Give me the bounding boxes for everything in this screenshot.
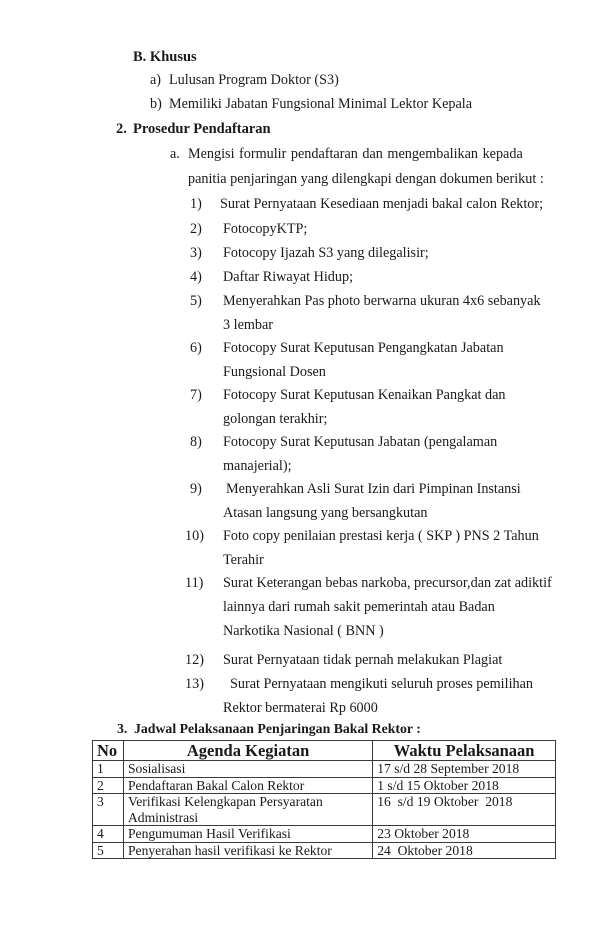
document-item-text: Surat Pernyataan mengikuti seluruh proses pemilihan: [230, 676, 533, 692]
list-marker: b): [150, 96, 162, 112]
section-number: 2.: [116, 121, 127, 137]
document-item-text: Menyerahkan Asli Surat Izin dari Pimpinan Instansi: [226, 481, 521, 497]
document-item-text: FotocopyKTP;: [223, 221, 308, 237]
document-item-text: Fotocopy Surat Keputusan Pengangkatan Jabatan: [223, 340, 504, 356]
section-2-heading: Prosedur Pendaftaran: [133, 121, 271, 137]
requirement-item: Memiliki Jabatan Fungsional Minimal Lektor Kepala: [169, 96, 473, 112]
procedure-intro-line: Mengisi formulir pendaftaran dan mengembalikan kepada: [188, 146, 523, 162]
document-number: 13): [185, 676, 204, 692]
document-item-continuation: lainnya dari rumah sakit pemerintah atau Badan: [223, 599, 495, 615]
list-marker: a): [150, 72, 162, 88]
document-item-text: Daftar Riwayat Hidup;: [223, 269, 354, 285]
document-item-continuation: Rektor bermaterai Rp 6000: [223, 700, 378, 716]
document-item-text: Surat Pernyataan Kesediaan menjadi bakal calon Rektor;: [220, 196, 544, 212]
document-number: 6): [190, 340, 202, 356]
table-row: [93, 842, 556, 859]
list-marker: a.: [170, 146, 180, 162]
cell-waktu: 17 s/d 28 September 2018: [373, 761, 556, 778]
cell-agenda: Sosialisasi: [123, 761, 372, 778]
cell-no: 2: [93, 777, 124, 794]
document-number: 9): [190, 481, 202, 497]
cell-no: 5: [93, 842, 124, 859]
document-item-continuation: manajerial);: [223, 458, 292, 474]
document-number: 11): [185, 575, 204, 591]
column-header-agenda: Agenda Kegiatan: [123, 741, 372, 761]
cell-agenda: Penyerahan hasil verifikasi ke Rektor: [123, 842, 372, 859]
document-number: 2): [190, 221, 202, 237]
cell-no: 4: [93, 826, 124, 843]
document-item-continuation: golongan terakhir;: [223, 411, 328, 427]
table-row: [93, 777, 556, 794]
section-3-heading: Jadwal Pelaksanaan Penjaringan Bakal Rektor :: [134, 721, 421, 736]
procedure-intro-line: panitia penjaringan yang dilengkapi dengan dokumen berikut :: [188, 171, 544, 187]
table-row: [93, 794, 556, 826]
cell-agenda: Pendaftaran Bakal Calon Rektor: [123, 777, 372, 794]
cell-waktu: 24 Oktober 2018: [373, 842, 556, 859]
document-number: 3): [190, 245, 202, 261]
document-item-continuation: Fungsional Dosen: [223, 364, 326, 380]
document-number: 1): [190, 196, 202, 212]
document-item-text: Surat Pernyataan tidak pernah melakukan Plagiat: [223, 652, 503, 668]
document-item-text: Fotocopy Surat Keputusan Jabatan (pengalaman: [223, 434, 498, 450]
cell-agenda: Verifikasi Kelengkapan Persyaratan Administrasi: [123, 794, 372, 826]
document-number: 10): [185, 528, 204, 544]
section-number: 3.: [117, 721, 128, 736]
document-number: 4): [190, 269, 202, 285]
document-number: 12): [185, 652, 204, 668]
document-item-text: Fotocopy Ijazah S3 yang dilegalisir;: [223, 245, 429, 261]
document-item-text: Foto copy penilaian prestasi kerja ( SKP ) PNS 2 Tahun: [223, 528, 539, 544]
cell-agenda: Pengumuman Hasil Verifikasi: [123, 826, 372, 843]
schedule-table: [92, 740, 556, 859]
table-row: [93, 826, 556, 843]
document-item-continuation: Atasan langsung yang bersangkutan: [223, 505, 428, 521]
document-number: 7): [190, 387, 202, 403]
cell-no: 3: [93, 794, 124, 826]
table-row: [93, 761, 556, 778]
column-header-no: No: [93, 741, 124, 761]
requirement-item: Lulusan Program Doktor (S3): [169, 72, 339, 88]
column-header-waktu: Waktu Pelaksanaan: [373, 741, 556, 761]
document-item-text: Fotocopy Surat Keputusan Kenaikan Pangkat dan: [223, 387, 506, 403]
document-item-continuation: Narkotika Nasional ( BNN ): [223, 623, 384, 639]
cell-waktu: 1 s/d 15 Oktober 2018: [373, 777, 556, 794]
section-b-heading: B. Khusus: [133, 49, 197, 65]
document-item-text: Menyerahkan Pas photo berwarna ukuran 4x6 sebanyak: [223, 293, 541, 309]
cell-waktu: 16 s/d 19 Oktober 2018: [373, 794, 556, 826]
cell-waktu: 23 Oktober 2018: [373, 826, 556, 843]
document-item-text: Surat Keterangan bebas narkoba, precursor,dan zat adiktif: [223, 575, 552, 591]
document-item-continuation: 3 lembar: [223, 317, 274, 333]
document-number: 5): [190, 293, 202, 309]
cell-no: 1: [93, 761, 124, 778]
document-number: 8): [190, 434, 202, 450]
document-item-continuation: Terahir: [223, 552, 264, 568]
table-header-row: [93, 741, 556, 761]
